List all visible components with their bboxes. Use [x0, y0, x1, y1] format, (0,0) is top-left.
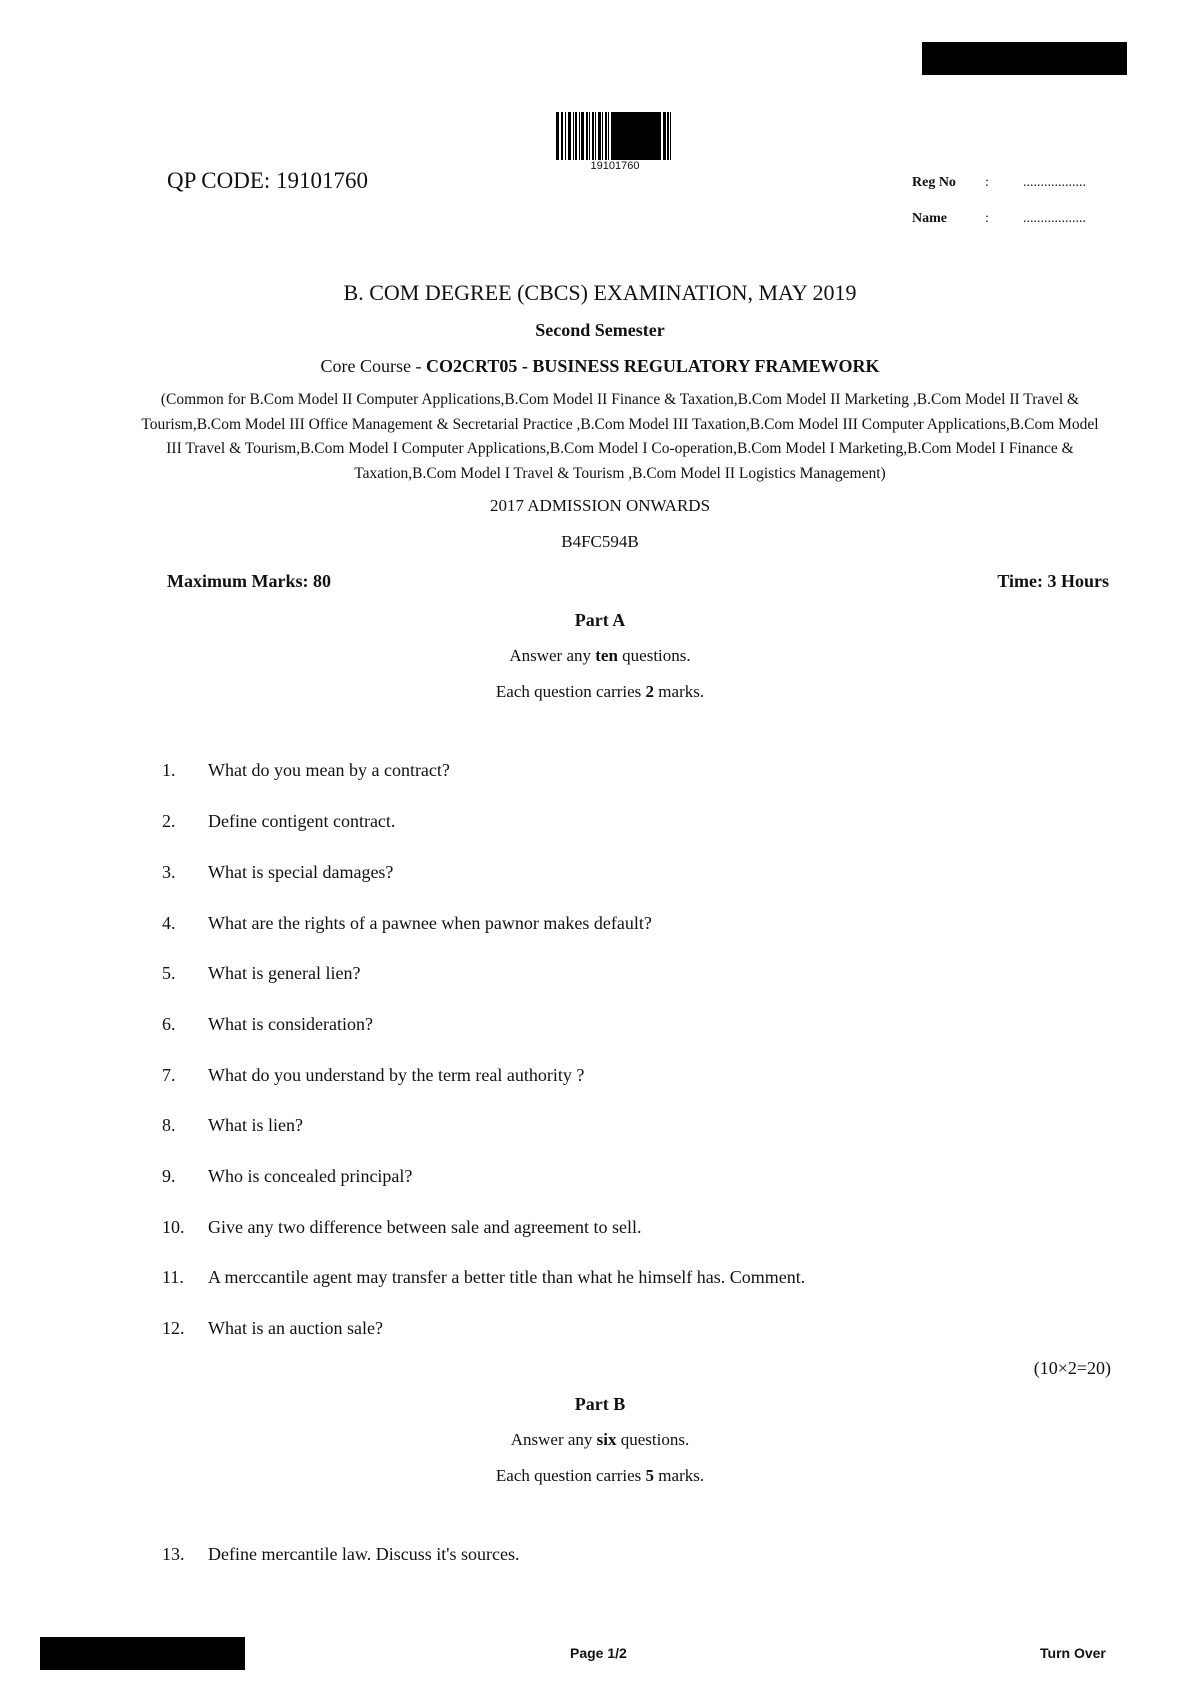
redaction-block-top: [922, 42, 1127, 75]
question-text: Give any two difference between sale and agreement to sell.: [208, 1217, 642, 1237]
part-a-total: (10×2=20): [1033, 1358, 1111, 1378]
question-number: 8.: [162, 1115, 176, 1135]
instr-text: marks.: [654, 1466, 705, 1485]
part-a-instruction-1: [0, 646, 1200, 666]
page-number: Page 1/2: [570, 1645, 627, 1661]
question-number: 10.: [162, 1217, 185, 1237]
part-b-heading: Part B: [574, 1394, 626, 1414]
question-text: What do you mean by a contract?: [208, 760, 450, 780]
reg-no-field: ..................: [1023, 175, 1086, 190]
question-text: A merccantile agent may transfer a better title than what he himself has. Comment.: [208, 1267, 806, 1287]
course-line: [0, 356, 1200, 377]
admission-line: 2017 ADMISSION ONWARDS: [489, 496, 711, 515]
question-number: 11.: [162, 1267, 184, 1287]
time-allowed: Time: 3 Hours: [997, 571, 1109, 591]
question-number: 4.: [162, 913, 176, 933]
instr-text: Answer any: [509, 646, 596, 665]
question-number: 6.: [162, 1014, 176, 1034]
question-text: Define contigent contract.: [208, 811, 396, 831]
question-number: 12.: [162, 1318, 185, 1338]
reg-no-label: Reg No: [912, 175, 956, 190]
name-field: ..................: [1023, 211, 1086, 226]
redaction-block-bottom: [40, 1637, 245, 1670]
name-label: Name: [912, 211, 947, 226]
instr-bold: ten: [595, 646, 618, 665]
barcode-number: 19101760: [590, 160, 640, 172]
question-text: What is lien?: [208, 1115, 303, 1135]
course-prefix: Core Course -: [320, 356, 426, 376]
paper-code: B4FC594B: [561, 532, 639, 551]
question-text: What are the rights of a pawnee when pawnor makes default?: [208, 913, 652, 933]
name-colon: :: [985, 211, 989, 226]
instr-bold: 5: [645, 1466, 655, 1485]
question-number: 7.: [162, 1065, 176, 1085]
qp-code: QP CODE: 19101760: [167, 168, 369, 193]
instr-bold: 2: [645, 682, 655, 701]
course-name: CO2CRT05 - BUSINESS REGULATORY FRAMEWORK: [426, 356, 880, 376]
turn-over: Turn Over: [1040, 1645, 1106, 1661]
part-b-instruction-2: [0, 1466, 1200, 1486]
question-number: 1.: [162, 760, 176, 780]
instr-text: Each question carries: [495, 682, 646, 701]
instr-text: marks.: [654, 682, 705, 701]
question-number: 13.: [162, 1544, 185, 1564]
semester: Second Semester: [535, 320, 665, 340]
question-number: 2.: [162, 811, 176, 831]
question-text: What do you understand by the term real authority ?: [208, 1065, 585, 1085]
instr-text: Answer any: [510, 1430, 597, 1449]
reg-no-colon: :: [985, 175, 989, 190]
question-number: 5.: [162, 963, 176, 983]
barcode: [556, 112, 674, 160]
part-b-instruction-1: [0, 1430, 1200, 1450]
part-a-heading: Part A: [574, 610, 626, 630]
question-text: What is special damages?: [208, 862, 394, 882]
question-text: What is consideration?: [208, 1014, 373, 1034]
common-for-note: (Common for B.Com Model II Computer Applications,B.Com Model II Finance & Taxation,B.Com Model II Marketing ,B.Com Model II Travel & Tourism,B.Com Model III Office Management & Secretarial Practice ,B.Com Model III Taxation,B.Com Model III Computer Applications,B.Com Model III Travel & Tourism,B.Com Model I Computer Applications,B.Com Model I Co-operation,B.Com Model I Marketing,B.Com Model I Finance & Taxation,B.Com Model I Travel & Tourism ,B.Com Model II Logistics Management): [141, 391, 1099, 482]
part-a-instruction-2: [0, 682, 1200, 702]
exam-title: B. COM DEGREE (CBCS) EXAMINATION, MAY 2019: [343, 280, 857, 305]
instr-bold: six: [596, 1430, 617, 1449]
instr-text: Each question carries: [495, 1466, 646, 1485]
max-marks: Maximum Marks: 80: [167, 571, 331, 591]
question-text: What is general lien?: [208, 963, 361, 983]
question-number: 3.: [162, 862, 176, 882]
instr-text: questions.: [617, 646, 691, 665]
question-text: Define mercantile law. Discuss it's sources.: [208, 1544, 520, 1564]
question-number: 9.: [162, 1166, 176, 1186]
question-text: Who is concealed principal?: [208, 1166, 413, 1186]
question-text: What is an auction sale?: [208, 1318, 383, 1338]
instr-text: questions.: [616, 1430, 690, 1449]
